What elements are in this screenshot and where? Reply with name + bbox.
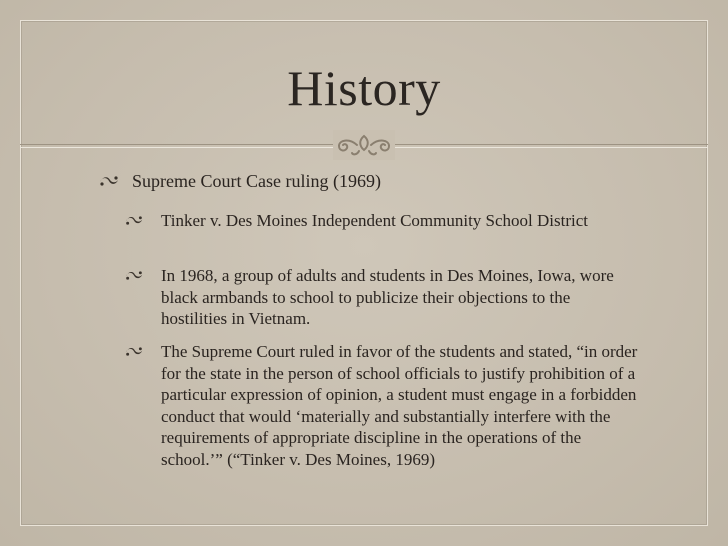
sub-bullet-text: The Supreme Court ruled in favor of the students and stated, “in order for the state in the person of school officials to justify prohibition of a particular expression of opinion, a student must engage in a forbidden conduct that would ‘materially and substantially interfere with the requirements of appropriate discipline in the operations of the school.’” (“Tinker v. Des Moines, 1969) (161, 342, 638, 469)
sub-bullet-text: In 1968, a group of adults and students in Des Moines, Iowa, wore black armbands to school to publicize their objections to the hostilities in Vietnam. (161, 266, 614, 328)
scroll-ornament-icon (333, 130, 395, 160)
fleuron-icon (124, 214, 144, 227)
bullet-text: Supreme Court Case ruling (1969) (132, 171, 381, 191)
fleuron-icon (98, 174, 120, 188)
slide-title: History (287, 60, 441, 116)
bullet-item (98, 169, 658, 193)
fleuron-icon (124, 269, 144, 282)
sub-bullet-item (124, 265, 624, 330)
sub-bullet-item (124, 341, 644, 470)
sub-bullet-text: Tinker v. Des Moines Independent Community School District (161, 211, 589, 230)
fleuron-icon (124, 345, 144, 358)
sub-bullet-item (124, 210, 624, 232)
